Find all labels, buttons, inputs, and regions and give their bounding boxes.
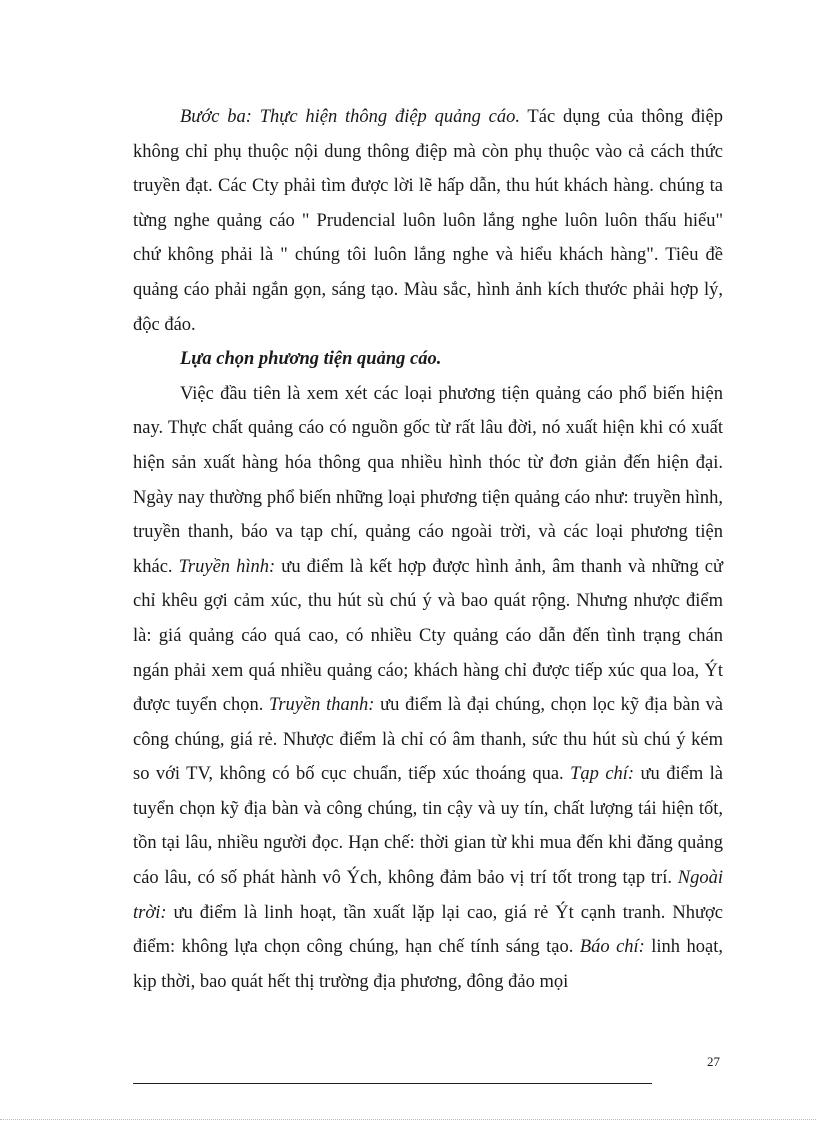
page-number: 27: [707, 1054, 720, 1069]
body-text: [133, 100, 723, 999]
tv-label: Truyền hình:: [178, 556, 276, 577]
section-heading: Lựa chọn phương tiện quảng cáo.: [180, 349, 442, 370]
paragraph-media: [133, 377, 723, 1000]
outdoor-label: Ngoài trời:: [133, 868, 723, 923]
step-three-lead: Bước ba: Thực hiện thông điệp quảng cáo.: [180, 107, 520, 127]
outdoor-text: ưu điểm là linh hoạt, tần xuất lặp lại cao, giá rẻ Ýt cạnh tranh. Nhược điểm: không lựa chọn công chúng, hạn chế tính sáng tạo.: [133, 902, 723, 958]
footer-rule: [133, 1083, 652, 1084]
magazine-text: ưu điểm là tuyển chọn kỹ địa bàn và công chúng, tin cậy và uy tín, chất lượng tái hiện tốt, tồn tại lâu, nhiều người đọc. Hạn chế: thời gian từ khi mua đến khi đăng quảng cáo lâu, có số phát hành vô Ých, không đảm bảo vị trí tốt trong tạp trí.: [133, 764, 723, 889]
press-label: Báo chí:: [579, 937, 645, 958]
media-intro: Việc đầu tiên là xem xét các loại phương tiện quảng cáo phổ biến hiện nay. Thực chất quảng cáo có nguồn gốc từ rất lâu đời, nó xuất hiện khi có xuất hiện sản xuất hàng hóa thông qua nhiều hình thóc từ đơn giản đến hiện đại. Ngày nay thường phổ biến những loại phương tiện quảng cáo như: truyền hình, truyền thanh, báo va tạp chí, quảng cáo ngoài trời, và các loại phương tiện khác.: [133, 383, 723, 577]
step-three-text: Tác dụng của thông điệp không chỉ phụ thuộc nội dung thông điệp mà còn phụ thuộc vào cả cách thức truyền đạt. Các Cty phải tìm được lời lẽ hấp dẫn, thu hút khách hàng. chúng ta từng nghe quảng cáo " Prudencial luôn luôn lắng nghe luôn luôn thấu hiểu" chứ không phải là " chúng tôi luôn lắng nghe và hiểu khách hàng". Tiêu đề quảng cáo phải ngắn gọn, sáng tạo. Màu sắc, hình ảnh kích thước phải hợp lý, độc đáo.: [133, 107, 723, 335]
tv-text: ưu điểm là kết hợp được hình ảnh, âm thanh và những cử chỉ khêu gợi cảm xúc, thu hút sù chú ý và bao quát rộng. Nhưng nhược điểm là: giá quảng cáo quá cao, có nhiều Cty quảng cáo dẫn đến tình trạng chán ngán phải xem quá nhiều quảng cáo; khách hàng chỉ được tiếp xúc qua loa, Ýt được tuyển chọn.: [133, 556, 723, 716]
page-edge-divider: [0, 1119, 816, 1120]
paragraph-step-three: [133, 100, 723, 342]
radio-label: Truyền thanh:: [269, 695, 375, 716]
press-text: linh hoạt, kịp thời, bao quát hết thị trường địa phương, đông đảo mọi: [133, 937, 723, 992]
magazine-label: Tạp chí:: [570, 764, 635, 785]
radio-text: ưu điểm là đại chúng, chọn lọc kỹ địa bàn và công chúng, giá rẻ. Nhược điểm là chỉ có âm thanh, sức thu hút sù chú ý kém so với TV, không có bố cục chuẩn, tiếp xúc thoáng qua.: [133, 695, 723, 785]
